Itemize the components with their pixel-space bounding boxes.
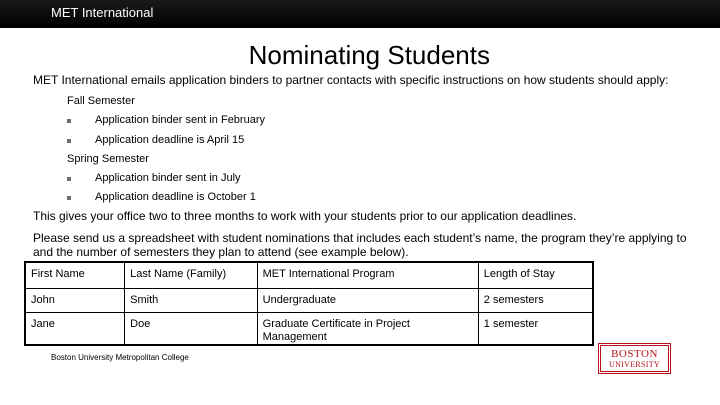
list-item-text: Application binder sent in July (95, 172, 241, 184)
logo-line2: UNIVERSITY (609, 359, 660, 369)
semester-label-fall: Fall Semester (67, 95, 135, 107)
table-row (25, 312, 593, 345)
table-cell: Jane (25, 312, 125, 345)
table-header-cell: MET International Program (257, 262, 478, 288)
list-item-text: Application binder sent in February (95, 114, 265, 126)
header-title: MET International (51, 5, 154, 20)
table-cell: Undergraduate (257, 288, 478, 312)
bullet-icon (67, 177, 71, 181)
table-cell: 2 semesters (478, 288, 593, 312)
table-header-cell: Length of Stay (478, 262, 593, 288)
footer-text: Boston University Metropolitan College (51, 353, 189, 362)
table-header-row (25, 262, 593, 288)
deadline-paragraph: This gives your office two to three months to work with your students prior to our application deadlines. (33, 209, 577, 223)
table-cell: 1 semester (478, 312, 593, 345)
semester-label-spring: Spring Semester (67, 153, 149, 165)
spreadsheet-paragraph: Please send us a spreadsheet with student nominations that includes each student’s name, the program they’re applying to and the number of semesters they plan to attend (see example below). (33, 231, 687, 259)
table-row (25, 288, 593, 312)
slide-title: Nominating Students (248, 40, 490, 70)
bullet-icon (67, 119, 71, 123)
bullet-icon (67, 139, 71, 143)
table-header-cell: First Name (25, 262, 125, 288)
logo-line1: BOSTON (611, 347, 658, 360)
boston-university-logo (598, 343, 671, 374)
table-cell: Graduate Certificate in Project Management (257, 312, 478, 345)
table-cell: Smith (125, 288, 258, 312)
bullet-icon (67, 196, 71, 200)
nomination-table (24, 261, 594, 346)
top-bar (0, 0, 720, 28)
table-header-cell: Last Name (Family) (125, 262, 258, 288)
table-cell: Doe (125, 312, 258, 345)
table-cell: John (25, 288, 125, 312)
list-item-text: Application deadline is April 15 (95, 134, 245, 146)
logo-frame (600, 345, 669, 372)
intro-text: MET International emails application binders to partner contacts with specific instructions on how students should apply: (33, 73, 669, 87)
list-item-text: Application deadline is October 1 (95, 191, 256, 203)
